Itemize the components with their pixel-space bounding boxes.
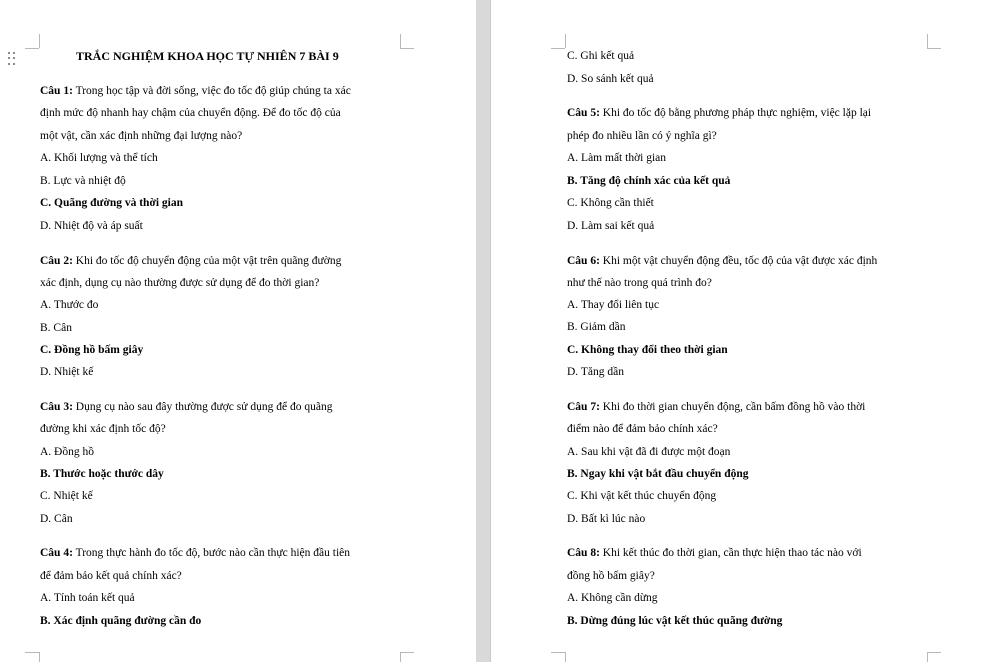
correct-answer-option: B. Dừng đúng lúc vật kết thúc quãng đường [567, 615, 783, 627]
question-text: Khi đo tốc độ chuyển động của một vật trên quãng đường [72, 255, 342, 267]
question-text-line: điểm nào để đảm bảo chính xác? [567, 423, 718, 435]
question-number: Câu 5: [567, 107, 600, 119]
question-text-line: để đảm bảo kết quả chính xác? [40, 570, 182, 582]
question-text-line [40, 84, 351, 98]
question-text-line: một vật, cần xác định những đại lượng nào? [40, 130, 243, 142]
answer-option: D. Nhiệt kế [40, 366, 94, 378]
question-text: Trong học tập và đời sống, việc đo tốc độ giúp chúng ta xác [72, 85, 351, 97]
correct-answer-option: C. Quãng đường và thời gian [40, 197, 183, 209]
document-title: TRẮC NGHIỆM KHOA HỌC TỰ NHIÊN 7 BÀI 9 [76, 49, 339, 63]
question-text-line [40, 254, 341, 268]
correct-answer-option: B. Xác định quãng đường cần đo [40, 615, 202, 627]
question-text: Khi đo tốc độ bằng phương pháp thực nghiệm, việc lặp lại [599, 107, 872, 119]
question-number: Câu 3: [40, 401, 73, 413]
answer-option: A. Tính toán kết quả [40, 592, 135, 604]
question-text-line [40, 400, 332, 414]
correct-answer-option: B. Ngay khi vật bắt đầu chuyển động [567, 468, 749, 480]
answer-option: D. Bất kì lúc nào [567, 513, 646, 525]
document-page-left [0, 0, 476, 662]
answer-option: B. Cân [40, 322, 72, 334]
answer-option: A. Đồng hồ [40, 446, 94, 458]
answer-option: B. Giảm dần [567, 321, 626, 333]
question-text-line: xác định, dụng cụ nào thường được sử dụng để đo thời gian? [40, 277, 320, 289]
question-number: Câu 8: [567, 547, 600, 559]
question-text-line [567, 546, 862, 560]
question-text-line: phép đo nhiều lần có ý nghĩa gì? [567, 130, 717, 142]
question-text: Khi một vật chuyển động đều, tốc độ của vật được xác định [599, 255, 878, 267]
answer-option: D. Nhiệt độ và áp suất [40, 220, 143, 232]
answer-option: C. Khi vật kết thúc chuyển động [567, 490, 717, 502]
answer-option: A. Không cần dừng [567, 592, 658, 604]
question-text: Dụng cụ nào sau đây thường được sử dụng để đo quãng [72, 401, 333, 413]
drag-handle-icon[interactable] [8, 52, 16, 66]
question-text-line [567, 400, 865, 414]
answer-option: D. So sánh kết quả [567, 73, 654, 85]
answer-option: A. Thay đổi liên tục [567, 299, 660, 311]
question-text-line: đồng hồ bấm giây? [567, 570, 655, 582]
correct-answer-option: B. Tăng độ chính xác của kết quả [567, 175, 731, 187]
answer-option: C. Ghi kết quả [567, 50, 635, 62]
question-text: Khi đo thời gian chuyển động, cần bấm đồng hồ vào thời [599, 401, 866, 413]
question-text-line: định mức độ nhanh hay chậm của chuyển động. Để đo tốc độ của [40, 107, 341, 119]
question-text-line: như thế nào trong quá trình đo? [567, 277, 712, 289]
question-number: Câu 1: [40, 85, 73, 97]
answer-option: D. Làm sai kết quả [567, 220, 655, 232]
question-number: Câu 7: [567, 401, 600, 413]
answer-option: D. Tăng dần [567, 366, 624, 378]
question-number: Câu 4: [40, 547, 73, 559]
question-text: Trong thực hành đo tốc độ, bước nào cần thực hiện đầu tiên [72, 547, 350, 559]
answer-option: B. Lực và nhiệt độ [40, 175, 126, 187]
page-gutter [476, 0, 491, 662]
document-page-right [491, 0, 984, 662]
question-text-line [567, 254, 877, 268]
correct-answer-option: C. Không thay đổi theo thời gian [567, 344, 728, 356]
question-number: Câu 6: [567, 255, 600, 267]
question-number: Câu 2: [40, 255, 73, 267]
answer-option: C. Không cần thiết [567, 197, 654, 209]
answer-option: D. Cân [40, 513, 73, 525]
question-text: Khi kết thúc đo thời gian, cần thực hiện thao tác nào với [599, 547, 862, 559]
answer-option: A. Làm mất thời gian [567, 152, 667, 164]
answer-option: A. Thước đo [40, 299, 99, 311]
answer-option: A. Khối lượng và thể tích [40, 152, 158, 164]
question-text-line [40, 546, 350, 560]
answer-option: C. Nhiệt kế [40, 490, 93, 502]
question-text-line [567, 106, 871, 120]
correct-answer-option: C. Đồng hồ bấm giây [40, 344, 144, 356]
correct-answer-option: B. Thước hoặc thước dây [40, 468, 164, 480]
question-text-line: đường khi xác định tốc độ? [40, 423, 166, 435]
answer-option: A. Sau khi vật đã đi được một đoạn [567, 446, 731, 458]
